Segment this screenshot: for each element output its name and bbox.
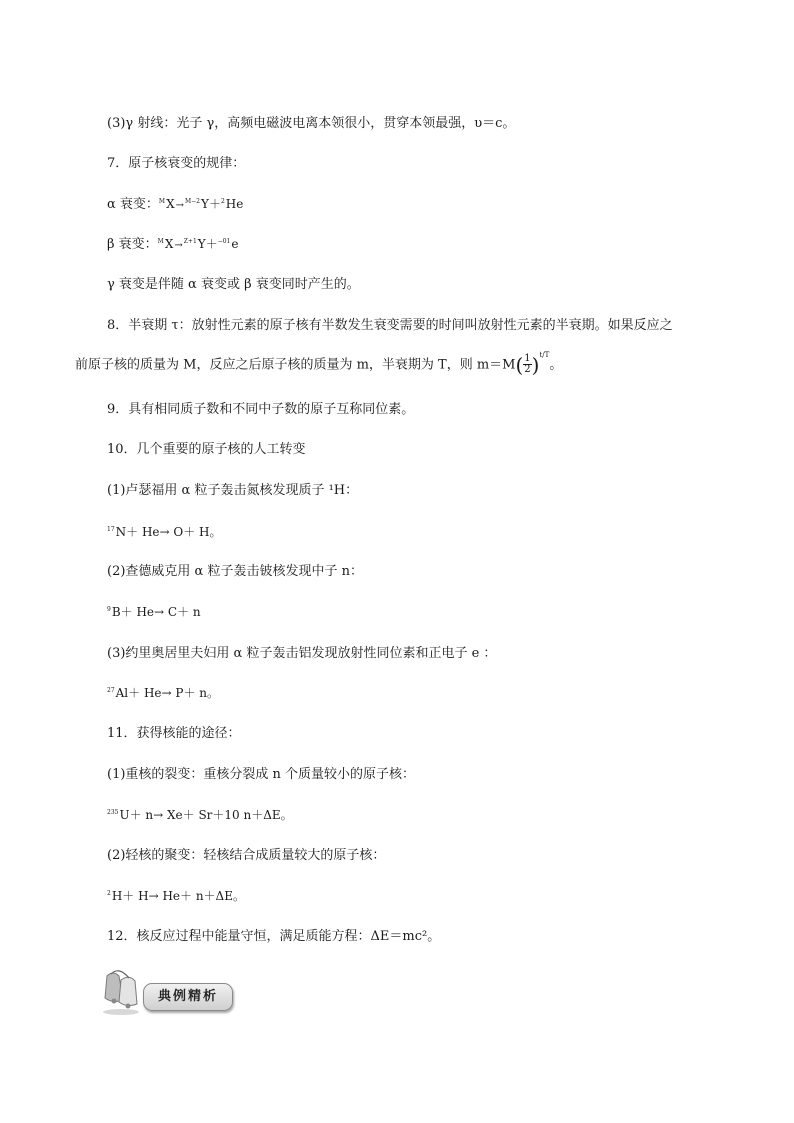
- beta-decay-line: [107, 235, 238, 256]
- section-badge-label: 典例精析: [143, 983, 233, 1011]
- chadwick-equation: $^9$B＋ He→ C＋ n: [107, 605, 201, 619]
- isotope-definition: 9．具有相同质子数和不同中子数的原子互称同位素。: [107, 402, 415, 417]
- mass-energy-line: 12．核反应过程中能量守恒，满足质能方程：ΔE＝mc²。: [107, 929, 441, 944]
- nuclear-energy-heading: 11．获得核能的途径：: [107, 726, 241, 741]
- alpha-decay-equation: $^M$X→$^{M-2}$Y＋$^2$He: [158, 197, 244, 211]
- fusion-equation: $^2$H＋ H→ He＋ n＋ΔE。: [107, 889, 245, 903]
- beta-decay-label: β 衰变：: [107, 237, 158, 252]
- half-life-line-1: 8．半衰期 τ：放射性元素的原子核有半数发生衰变需要的时间叫放射性元素的半衰期。如果反应之: [107, 318, 673, 333]
- rutherford-equation: $^{17}$N＋ He→ O＋ H。: [107, 525, 222, 539]
- rutherford-line: (1)卢瑟福用 α 粒子轰击氮核发现质子 ¹H：: [107, 483, 359, 498]
- alpha-decay-line: [107, 195, 243, 216]
- curie-line: (3)约里奥居里夫妇用 α 粒子轰击铝发现放射性同位素和正电子 e ：: [107, 646, 497, 661]
- gamma-decay-line: γ 衰变是伴随 α 衰变或 β 衰变同时产生的。: [107, 277, 360, 292]
- section-header: [99, 968, 239, 1016]
- fusion-line: (2)轻核的聚变：轻核结合成质量较大的原子核：: [107, 848, 386, 863]
- chadwick-line: (2)查德威克用 α 粒子轰击铍核发现中子 n：: [107, 564, 363, 579]
- alpha-decay-label: α 衰变：: [107, 197, 159, 212]
- fission-line: (1)重核的裂变：重核分裂成 n 个质量较小的原子核：: [107, 767, 416, 782]
- bells-icon: [99, 968, 149, 1016]
- gamma-ray-line: (3)γ 射线：光子 γ，高频电磁波电离本领很小，贯穿本领最强，υ＝c。: [107, 116, 516, 131]
- half-life-line-2: 前原子核的质量为 M，反应之后原子核的质量为 m，半衰期为 T，则 m＝M( $\frac{1}{2}$ )$^{t/T}$。: [75, 351, 563, 377]
- curie-equation: $^{27}$Al＋ He→ P＋ n。: [107, 686, 220, 700]
- half-fraction: $\frac{1}{2}$: [524, 353, 531, 376]
- half-life-exponent: t/T: [539, 351, 550, 359]
- beta-decay-equation: $^M$X→$^{Z+1}$Y＋$^{-01}$e: [157, 237, 239, 251]
- artificial-transmutation-heading: 10．几个重要的原子核的人工转变: [107, 442, 306, 457]
- fission-equation: $^{235}$U＋ n→ Xe＋ Sr＋10 n＋ΔE。: [107, 808, 293, 822]
- decay-rules-heading: 7．原子核衰变的规律：: [107, 156, 246, 171]
